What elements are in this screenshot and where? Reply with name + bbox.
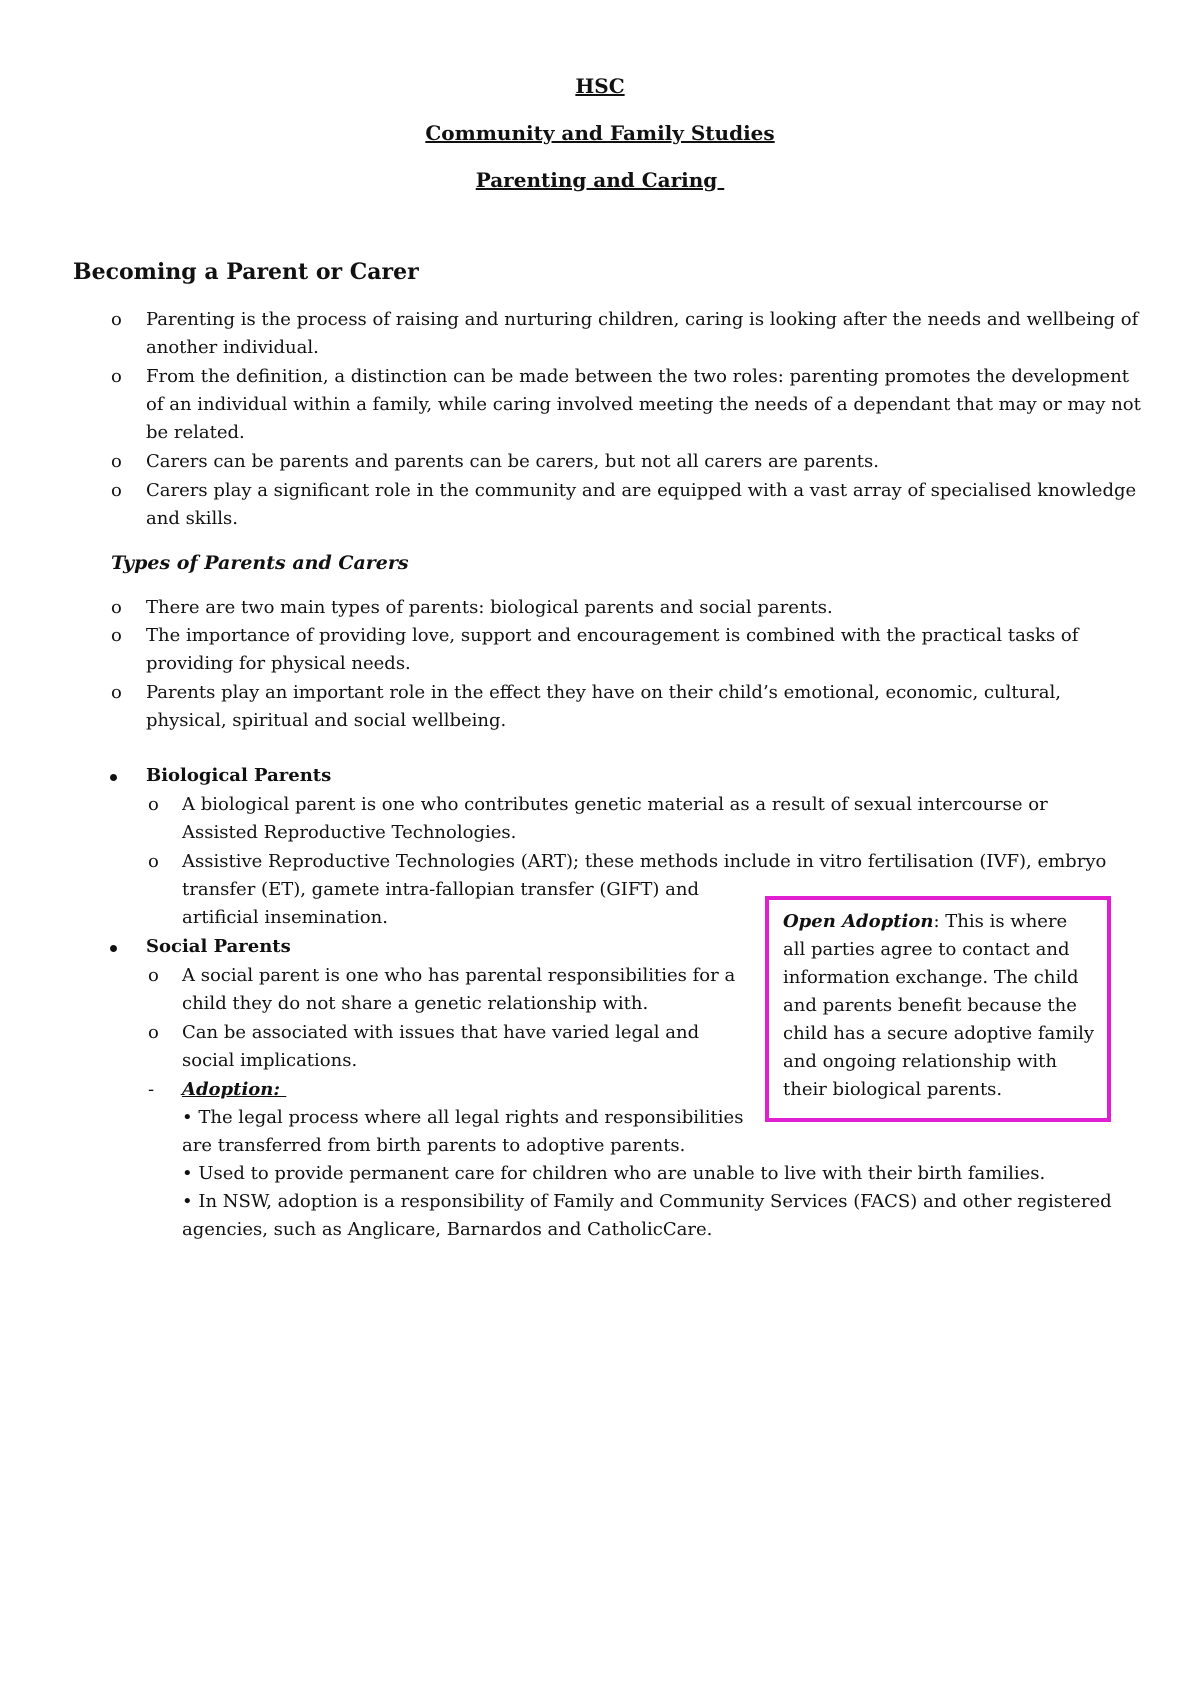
list-item: Parenting is the process of raising and nurturing children, caring is looking after the needs and wellbeing of another individual. (146, 309, 1139, 358)
list-item-continued: artificial insemination. (182, 907, 388, 928)
list-item: The importance of providing love, support and encouragement is combined with the practical tasks of providing for physical needs. (146, 625, 1079, 674)
list-item: Can be associated with issues that have varied legal and social implications. (182, 1022, 700, 1071)
biological-parents-label: Biological Parents (146, 765, 332, 786)
list-item: A social parent is one who has parental responsibilities for a child they do not share a genetic relationship with. (182, 965, 736, 1014)
list-bullet: o (148, 851, 159, 872)
list-bullet: o (111, 451, 122, 472)
adoption-label: Adoption: (182, 1079, 287, 1100)
callout-term: Open Adoption (783, 911, 934, 932)
list-item: Assistive Reproductive Technologies (ART); these methods include in vitro fertilisation (IVF), embryo (182, 851, 1107, 872)
title-hsc: HSC (575, 74, 625, 98)
adoption-line: • The legal process where all legal rights and responsibilities (182, 1107, 744, 1128)
list-item-continued: transfer (ET), gamete intra-fallopian transfer (GIFT) and (182, 879, 699, 900)
adoption-line: are transferred from birth parents to adoptive parents. (182, 1135, 686, 1156)
callout-text: : This is where all parties agree to contact and information exchange. The child and parents benefit because the child has a secure adoptive family and ongoing relationship with their biological parents. (783, 911, 1095, 1100)
title-topic: Parenting and Caring (475, 168, 725, 192)
list-bullet: o (111, 309, 122, 330)
list-bullet: o (111, 625, 122, 646)
bullet-dot (110, 945, 117, 952)
list-bullet: o (111, 597, 122, 618)
bullet-dot (110, 774, 117, 781)
title-subject: Community and Family Studies (425, 121, 775, 145)
adoption-line: • Used to provide permanent care for children who are unable to live with their birth families. (182, 1163, 1046, 1184)
section-heading-types: Types of Parents and Carers (111, 552, 409, 574)
section-heading-becoming: Becoming a Parent or Carer (73, 259, 419, 285)
dash-marker: - (148, 1079, 155, 1100)
list-bullet: o (148, 965, 159, 986)
list-bullet: o (111, 366, 122, 387)
list-bullet: o (111, 480, 122, 501)
list-bullet: o (111, 682, 122, 703)
list-item: From the definition, a distinction can be made between the two roles: parenting promotes the development of an individual within a family, while caring involved meeting the needs of a dependant that may or may not be related. (146, 366, 1141, 443)
list-item: There are two main types of parents: biological parents and social parents. (146, 597, 833, 618)
list-item: Parents play an important role in the effect they have on their child’s emotional, economic, cultural, physical, spiritual and social wellbeing. (146, 682, 1061, 731)
list-item: A biological parent is one who contributes genetic material as a result of sexual intercourse or Assisted Reproductive Technologies. (182, 794, 1048, 843)
list-bullet: o (148, 794, 159, 815)
list-item: Carers can be parents and parents can be carers, but not all carers are parents. (146, 451, 879, 472)
adoption-line: • In NSW, adoption is a responsibility of Family and Community Services (FACS) and other registered (182, 1191, 1112, 1212)
list-bullet: o (148, 1022, 159, 1043)
social-parents-label: Social Parents (146, 936, 291, 957)
adoption-line: agencies, such as Anglicare, Barnardos and CatholicCare. (182, 1219, 713, 1240)
list-item: Carers play a significant role in the community and are equipped with a vast array of specialised knowledge and skills. (146, 480, 1137, 529)
open-adoption-callout (765, 896, 1111, 1122)
